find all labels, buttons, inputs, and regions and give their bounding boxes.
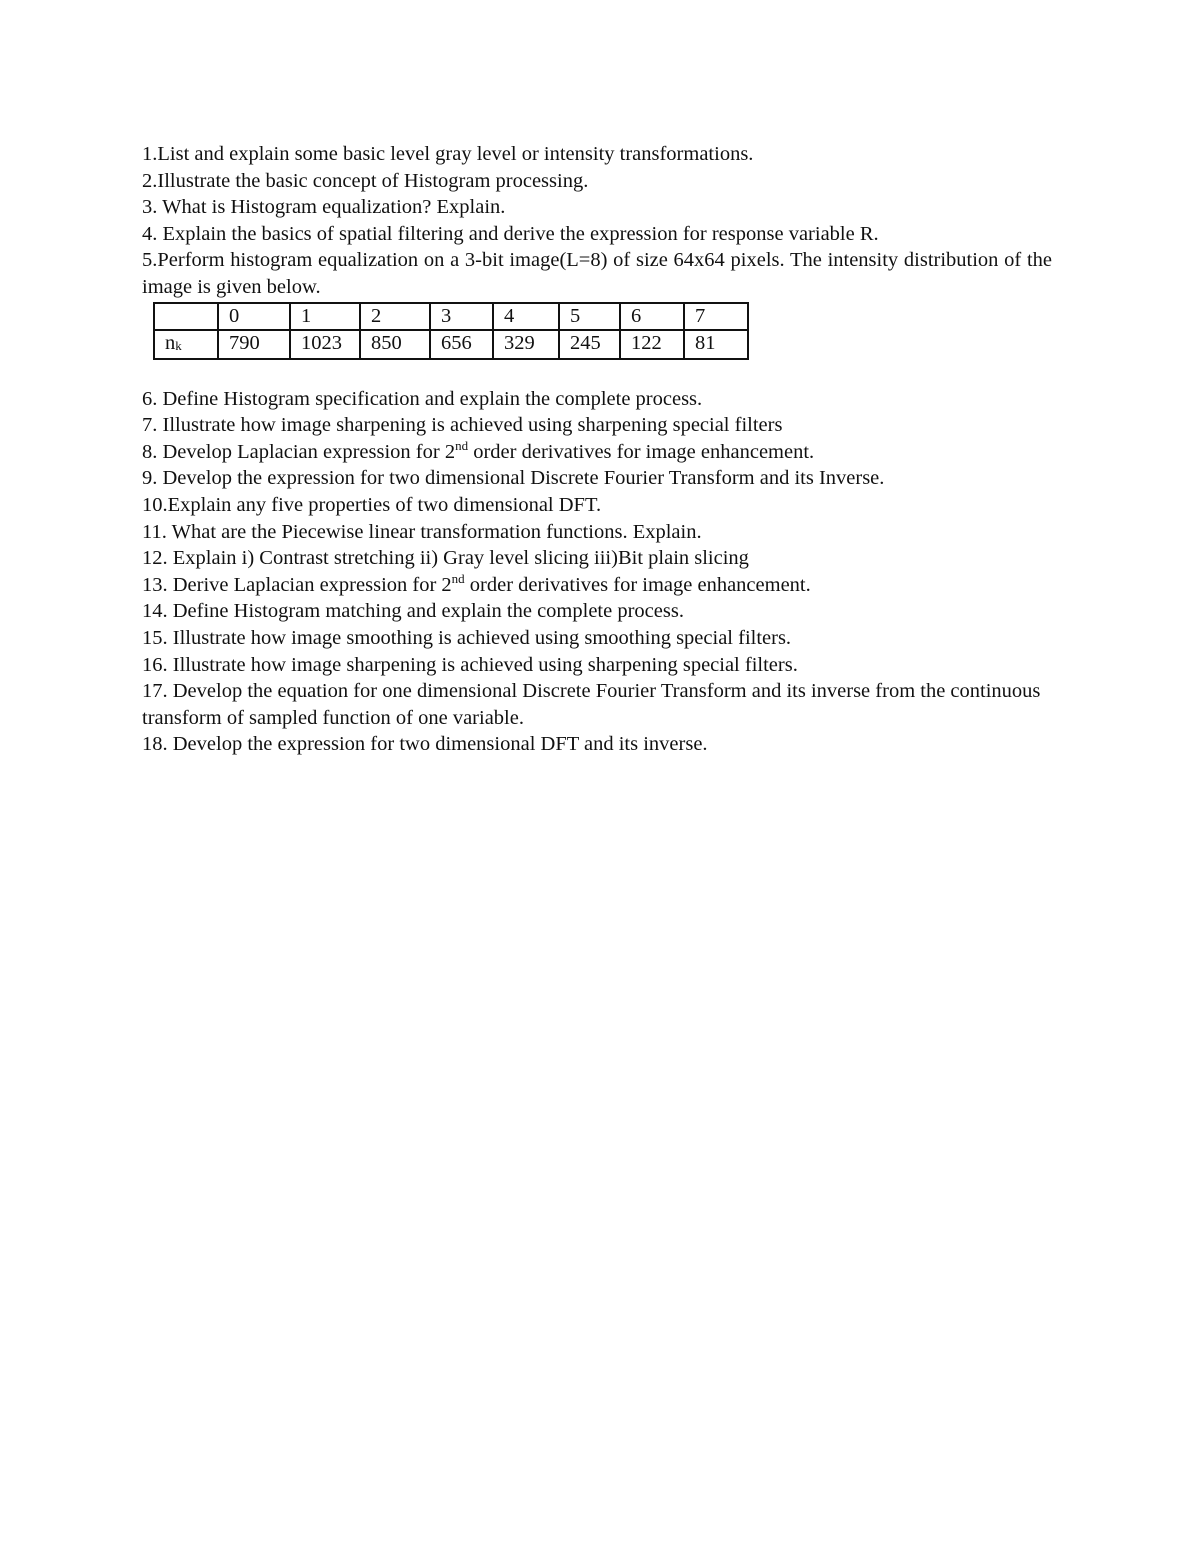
row-label-sub: k — [175, 337, 182, 353]
question-2: 2.Illustrate the basic concept of Histogram processing. — [142, 169, 589, 192]
question-6: 6. Define Histogram specification and explain the complete process. — [142, 387, 703, 410]
table-cell: 245 — [559, 330, 620, 359]
question-1: 1.List and explain some basic level gray level or intensity transformations. — [142, 143, 754, 165]
table-header-cell: 0 — [218, 303, 290, 330]
question-10: 10.Explain any five properties of two dimensional DFT. — [142, 493, 602, 516]
table-cell: 850 — [360, 330, 430, 359]
question-18: 18. Develop the expression for two dimensional DFT and its inverse. — [142, 733, 708, 756]
table-header-cell: 5 — [559, 303, 620, 330]
question-13 — [142, 572, 1052, 599]
table-row-label — [154, 330, 218, 359]
table-cell: 122 — [620, 330, 684, 359]
question-13-text-end: order derivatives for image enhancement. — [464, 573, 811, 596]
table-header-cell: 2 — [360, 303, 430, 330]
question-8 — [142, 439, 1052, 466]
question-8-text-end: order derivatives for image enhancement. — [468, 440, 815, 463]
table-cell: 1023 — [290, 330, 360, 359]
table-cell: 656 — [430, 330, 493, 359]
table-header-cell: 3 — [430, 303, 493, 330]
table-header-cell: 1 — [290, 303, 360, 330]
table-header-cell — [154, 303, 218, 330]
question-13-superscript: nd — [451, 570, 465, 586]
question-4: 4. Explain the basics of spatial filtering and derive the expression for response variable R. — [142, 222, 879, 245]
intensity-distribution-table — [153, 302, 749, 360]
table-cell: 329 — [493, 330, 559, 359]
question-16: 16. Illustrate how image sharpening is achieved using sharpening special filters. — [142, 653, 798, 676]
table-row — [154, 330, 748, 359]
question-11: 11. What are the Piecewise linear transformation functions. Explain. — [142, 520, 702, 543]
row-label-main: n — [165, 331, 176, 354]
table-header-row — [154, 303, 748, 330]
table-cell: 790 — [218, 330, 290, 359]
question-3: 3. What is Histogram equalization? Explain. — [142, 196, 506, 219]
question-15: 15. Illustrate how image smoothing is achieved using smoothing special filters. — [142, 626, 792, 649]
question-5: 5.Perform histogram equalization on a 3-bit image(L=8) of size 64x64 pixels. The intensity distribution of the image is given below. — [142, 249, 1052, 298]
table-cell: 81 — [684, 330, 748, 359]
question-8-text-start: 8. Develop Laplacian expression for 2 — [142, 440, 456, 463]
question-13-text-start: 13. Derive Laplacian expression for 2 — [142, 573, 452, 596]
question-8-superscript: nd — [455, 437, 469, 453]
table-header-cell: 7 — [684, 303, 748, 330]
question-12: 12. Explain i) Contrast stretching ii) Gray level slicing iii)Bit plain slicing — [142, 547, 749, 570]
table-header-cell: 6 — [620, 303, 684, 330]
question-17: 17. Develop the equation for one dimensional Discrete Fourier Transform and its inverse from the continuous transform of sampled function of one variable. — [142, 680, 1041, 729]
question-sheet — [142, 141, 1052, 758]
table-header-cell: 4 — [493, 303, 559, 330]
question-9: 9. Develop the expression for two dimensional Discrete Fourier Transform and its Inverse. — [142, 467, 885, 490]
question-14: 14. Define Histogram matching and explain the complete process. — [142, 600, 684, 623]
question-7: 7. Illustrate how image sharpening is achieved using sharpening special filters — [142, 414, 783, 437]
